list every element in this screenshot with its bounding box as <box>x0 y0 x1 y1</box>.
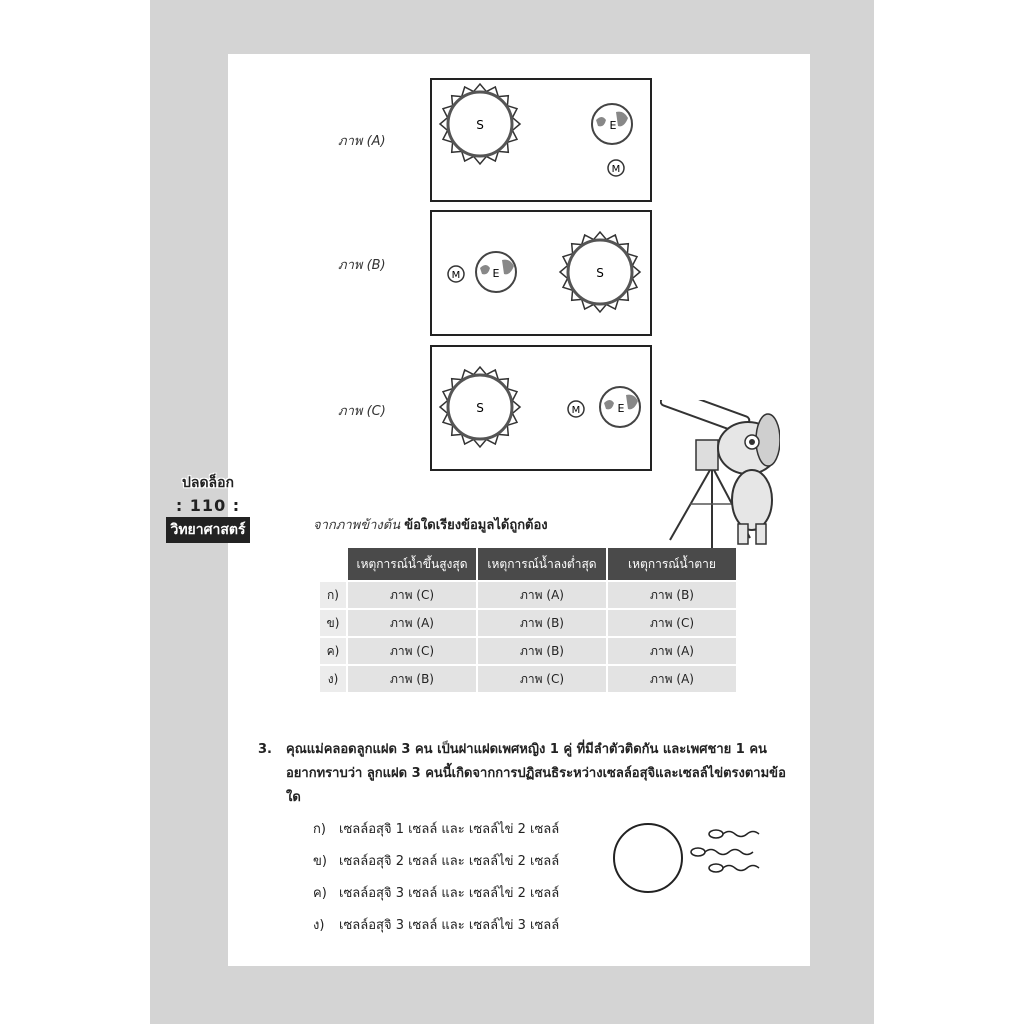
prompt-lead: จากภาพข้างต้น <box>313 518 401 533</box>
table-cell: ภาพ (A) <box>348 610 476 636</box>
answer-table <box>318 546 738 694</box>
sun-icon <box>440 84 520 164</box>
page-number: : 110 : <box>175 496 241 515</box>
question-number: 3. <box>258 742 272 757</box>
choice-text: เซลล์อสุจิ 3 เซลล์ และ เซลล์ไข่ 3 เซลล์ <box>339 918 560 933</box>
row-key: ข) <box>320 610 346 636</box>
sun-icon <box>560 232 640 312</box>
question-prompt <box>313 514 548 535</box>
sun-icon <box>440 367 520 447</box>
table-cell: ภาพ (B) <box>348 666 476 692</box>
table-cell: ภาพ (C) <box>348 582 476 608</box>
subject-badge: วิทยาศาสตร์ <box>166 517 249 543</box>
side-tab <box>166 472 250 543</box>
choice-c[interactable] <box>313 882 559 903</box>
table-cell: ภาพ (C) <box>348 638 476 664</box>
earth-letter: E <box>617 402 625 415</box>
egg-cell-icon <box>614 824 682 892</box>
earth-icon <box>600 387 640 427</box>
choice-key: ข) <box>313 854 327 869</box>
choice-key: ค) <box>313 886 327 901</box>
table-cell: ภาพ (C) <box>608 610 736 636</box>
table-cell: ภาพ (A) <box>608 666 736 692</box>
earth-letter: E <box>609 119 617 132</box>
moon-letter: M <box>451 270 461 281</box>
moon-letter: M <box>611 164 621 175</box>
question-text: คุณแม่คลอดลูกแฝด 3 คน เป็นฝาแฝดเพศหญิง 1 คู่ ที่มีลำตัวติดกัน และเพศชาย 1 คน อยากทราบว่า ลูกแฝด 3 คนนี้เกิดจากการปฏิสนธิระหว่างเซลล์อสุจิและเซลล์ไข่ตรงตามข้อใด <box>286 742 786 805</box>
table-cell: ภาพ (C) <box>478 666 606 692</box>
panel-b-label: ภาพ (B) <box>338 258 386 273</box>
table-row[interactable] <box>320 666 736 692</box>
panel-c-diagram <box>430 345 652 471</box>
panel-b-diagram <box>430 210 652 336</box>
choice-key: ง) <box>313 918 325 933</box>
table-cell: ภาพ (A) <box>608 638 736 664</box>
sun-letter: S <box>476 118 484 132</box>
sun-letter: S <box>476 401 484 415</box>
telescope-mascot-icon <box>660 400 780 554</box>
table-cell: ภาพ (B) <box>478 638 606 664</box>
panel-a-diagram <box>430 78 652 202</box>
moon-letter: M <box>571 405 581 416</box>
table-header: เหตุการณ์น้ำลงต่ำสุด <box>478 548 606 580</box>
table-header: เหตุการณ์น้ำขึ้นสูงสุด <box>348 548 476 580</box>
moon-icon <box>448 266 464 282</box>
sun-letter: S <box>596 266 604 280</box>
table-row[interactable] <box>320 582 736 608</box>
choice-key: ก) <box>313 822 326 837</box>
choice-text: เซลล์อสุจิ 2 เซลล์ และ เซลล์ไข่ 2 เซลล์ <box>339 854 560 869</box>
table-cell: ภาพ (B) <box>478 610 606 636</box>
earth-icon <box>592 104 632 144</box>
table-row[interactable] <box>320 610 736 636</box>
choice-text: เซลล์อสุจิ 1 เซลล์ และ เซลล์ไข่ 2 เซลล์ <box>339 822 560 837</box>
choice-text: เซลล์อสุจิ 3 เซลล์ และ เซลล์ไข่ 2 เซลล์ <box>339 886 560 901</box>
moon-icon <box>608 160 624 176</box>
earth-icon <box>476 252 516 292</box>
panel-c-label: ภาพ (C) <box>338 404 386 419</box>
table-cell: ภาพ (A) <box>478 582 606 608</box>
table-cell: ภาพ (B) <box>608 582 736 608</box>
prompt-ask: ข้อใดเรียงข้อมูลได้ถูกต้อง <box>404 518 548 533</box>
earth-letter: E <box>492 267 500 280</box>
fertilization-illustration <box>612 822 772 898</box>
choice-a[interactable] <box>313 818 559 839</box>
row-key: ก) <box>320 582 346 608</box>
side-tab-word: ปลดล็อก <box>181 475 235 491</box>
row-key: ค) <box>320 638 346 664</box>
moon-icon <box>568 401 584 417</box>
row-key: ง) <box>320 666 346 692</box>
table-header: เหตุการณ์น้ำตาย <box>608 548 736 580</box>
question-3 <box>258 738 798 810</box>
table-header-row <box>320 548 736 580</box>
choice-b[interactable] <box>313 850 559 871</box>
choice-d[interactable] <box>313 914 559 935</box>
panel-a-label: ภาพ (A) <box>338 134 386 149</box>
table-header-blank <box>320 548 346 580</box>
sperm-cell-icon <box>691 830 759 872</box>
table-row[interactable] <box>320 638 736 664</box>
